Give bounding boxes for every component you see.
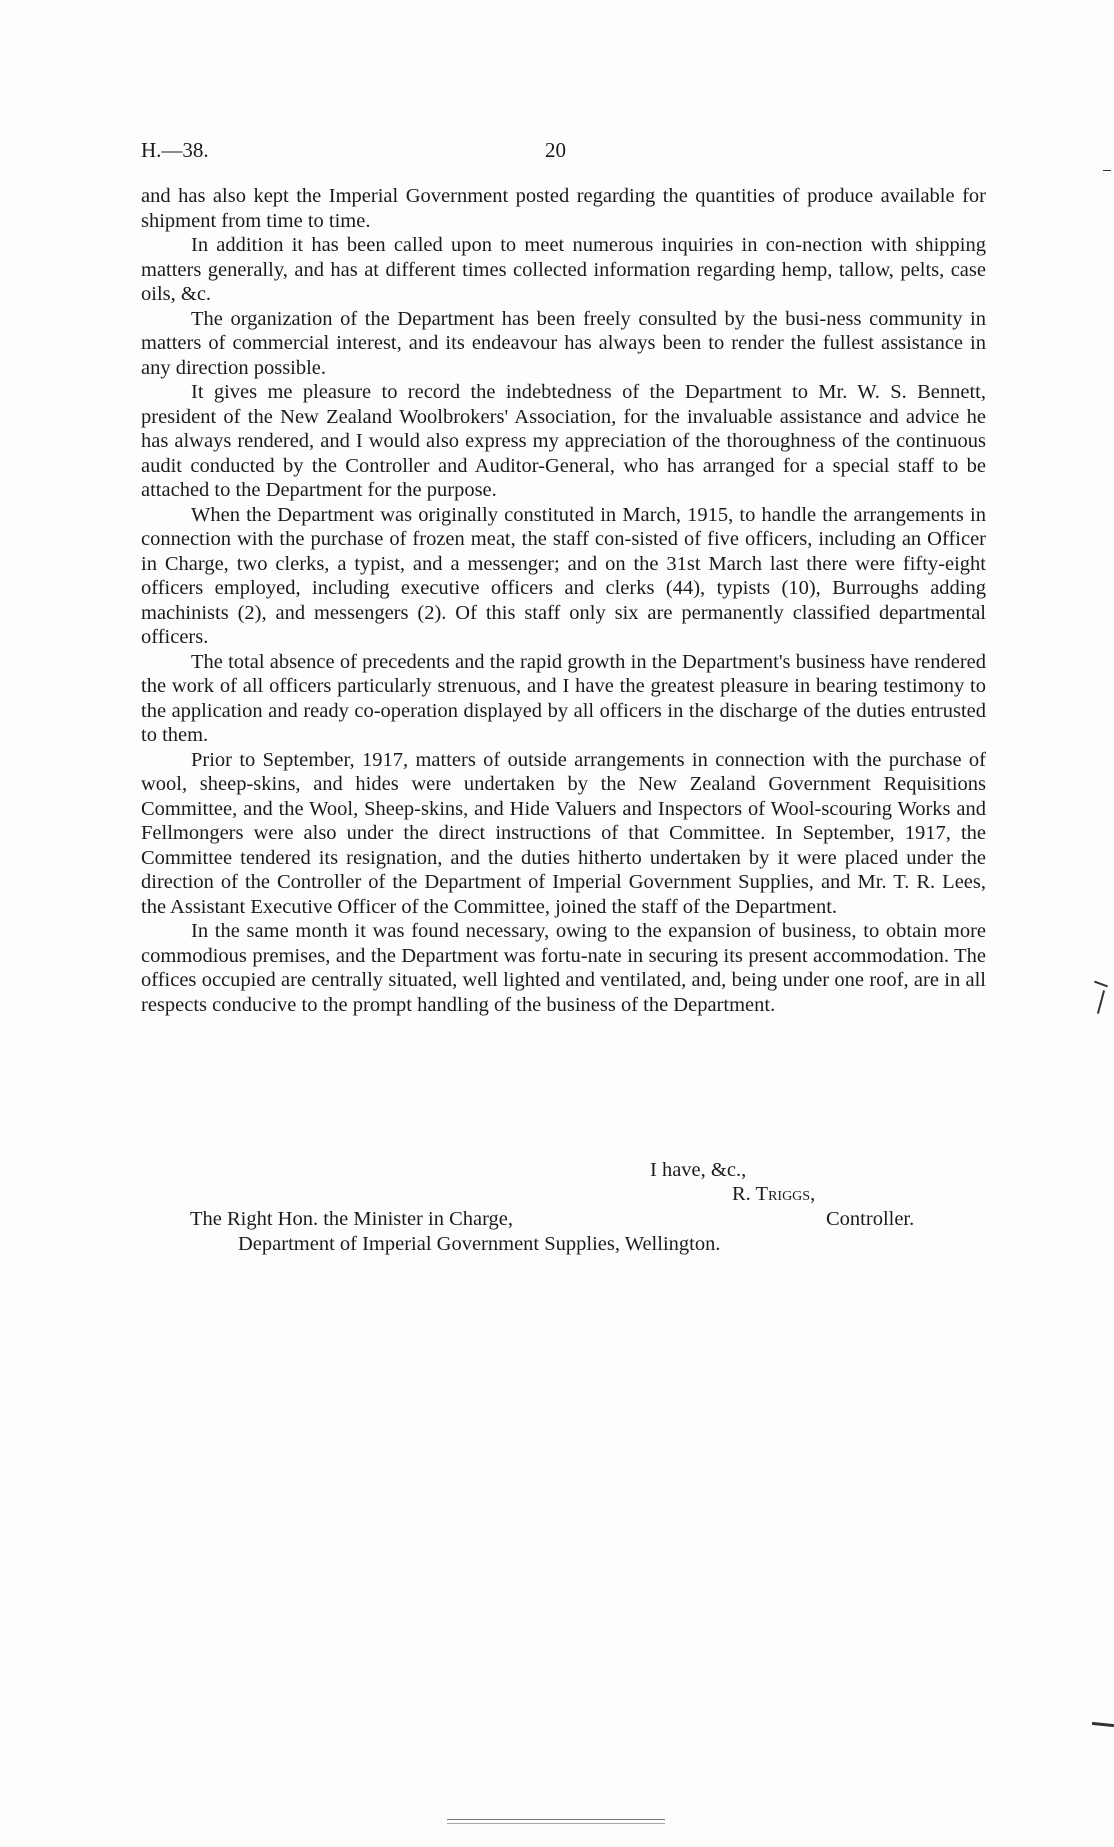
signatory-title: Controller. bbox=[826, 1208, 915, 1230]
end-rule-lower bbox=[447, 1823, 665, 1824]
page-number: 20 bbox=[545, 138, 566, 162]
paragraph-acknowledgements: It gives me pleasure to record the indebtedness of the Department to Mr. W. S. Bennett, president of the New Zealand Woolbrokers' Association, for the invaluable assistance and advice he has always rendered, and I would also express my appreciation of the thoroughness of the continuous audit conducted by the Controller and Auditor-General, who has arranged for a special staff to be attached to the Department for the purpose. bbox=[141, 381, 986, 501]
paragraph-inquiries: In addition it has been called upon to meet numerous inquiries in con-nection with shipping matters generally, and has at different times collected information regarding hemp, tallow, pelts, case oils, &c. bbox=[141, 234, 986, 305]
paragraph-committee: Prior to September, 1917, matters of outside arrangements in connection with the purchase of wool, sheep-skins, and hides were undertaken by the New Zealand Government Requisitions Committee, and the Wool, Sheep-skins, and Hide Valuers and Inspectors of Wool-scouring Works and Fellmongers were also under the direct instructions of that Committee. In September, 1917, the Committee tendered its resignation, and the duties hitherto undertaken by it were placed under the direction of the Controller of the Department of Imperial Government Supplies, and Mr. T. R. Lees, the Assistant Executive Officer of the Committee, joined the staff of the Department. bbox=[141, 748, 986, 918]
addressee: The Right Hon. the Minister in Charge, bbox=[190, 1208, 514, 1230]
report-body bbox=[141, 184, 986, 1017]
paragraph-staff: When the Department was originally constituted in March, 1915, to handle the arrangements in connection with the purchase of frozen meat, the staff con-sisted of five officers, including an Officer in Charge, two clerks, a typist, and a messenger; and on the 31st March last there were fifty-eight officers employed, including executive officers and clerks (44), typists (10), Burroughs adding machinists (2), and messengers (2). Of this staff only six are permanently classified departmental officers. bbox=[141, 503, 986, 648]
end-rule bbox=[447, 1819, 665, 1820]
paragraph-organization: The organization of the Department has been freely consulted by the busi-ness community in matters of commercial interest, and its endeavour has always been to render the fullest assistance in any direction possible. bbox=[141, 307, 986, 379]
paragraph-premises: In the same month it was found necessary, owing to the expansion of business, to obtain more commodious premises, and the Department was fortu-nate in securing its present accommodation. The offices occupied are centrally situated, well lighted and ventilated, and, being under one roof, are in all respects conducive to the prompt handling of the business of the Department. bbox=[141, 920, 986, 1016]
report-reference: H.—38. bbox=[141, 138, 209, 162]
paragraph-officers-testimony: The total absence of precedents and the rapid growth in the Department's business have rendered the work of all officers particularly strenuous, and I have the greatest pleasure in bearing testimony to the application and ready co-operation displayed by all officers in the discharge of the duties entrusted to them. bbox=[141, 650, 986, 746]
scan-mark bbox=[1097, 990, 1105, 1014]
page-header bbox=[141, 138, 986, 168]
salutation: I have, &c., bbox=[650, 1159, 747, 1181]
paragraph-continuation: and has also kept the Imperial Government posted regarding the quantities of produce available for shipment from time to time. bbox=[141, 185, 986, 232]
scan-mark bbox=[1103, 170, 1111, 171]
signatory: R. Triggs, bbox=[732, 1183, 816, 1205]
addressee-department: Department of Imperial Government Supplies, Wellington. bbox=[238, 1233, 721, 1255]
scan-mark bbox=[1092, 1722, 1114, 1727]
scan-mark bbox=[1094, 981, 1108, 988]
